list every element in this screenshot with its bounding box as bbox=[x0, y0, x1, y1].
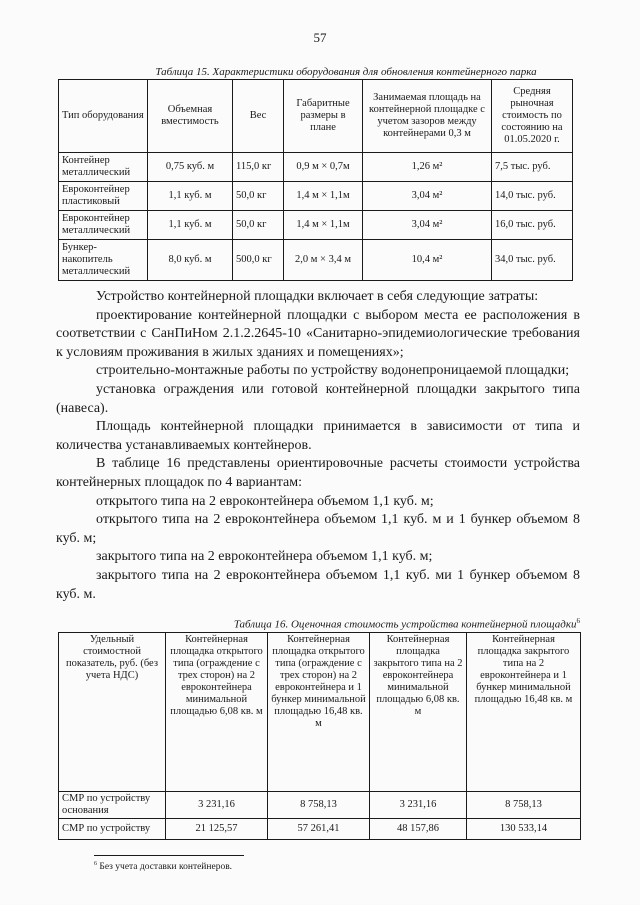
paragraph: открытого типа на 2 евроконтейнера объемом 1,1 куб. м; bbox=[96, 493, 434, 509]
table-cell: 115,0 кг bbox=[233, 153, 284, 182]
table-cell: 8 758,13 bbox=[467, 792, 581, 819]
table-cell: Евроконтейнер металлический bbox=[59, 211, 148, 240]
paragraph: открытого типа на 2 евроконтейнера объемом 1,1 куб. м и 1 бункер объемом 8 куб. м; bbox=[56, 512, 580, 546]
table-row bbox=[59, 240, 573, 281]
footnote-text: Без учета доставки контейнеров. bbox=[99, 862, 233, 873]
table-cell: 7,5 тыс. руб. bbox=[492, 153, 573, 182]
table-cell: Бункер-накопитель металлический bbox=[59, 240, 148, 281]
table-cell: Контейнер металлический bbox=[59, 153, 148, 182]
table-cell: 50,0 кг bbox=[233, 211, 284, 240]
paragraph: проектирование контейнерной площадки с выбором места ее расположения в соответствии с СанПиНом 2.1.2.2645-10 «Санитарно-эпидемиологические требования к условиям проживания в жилых зданиях и помещениях»; bbox=[56, 307, 580, 360]
paragraph: Площадь контейнерной площадки принимается в зависимости от типа и количества устанавливаемых контейнеров. bbox=[56, 419, 580, 453]
table-cell: 48 157,86 bbox=[370, 819, 467, 840]
table-cell: 1,4 м × 1,1м bbox=[284, 211, 363, 240]
container-site-cost-table bbox=[58, 632, 581, 840]
table-cell: 50,0 кг bbox=[233, 182, 284, 211]
equipment-characteristics-table bbox=[58, 79, 573, 281]
paragraph: Устройство контейнерной площадки включает в себя следующие затраты: bbox=[96, 289, 539, 304]
table-cell: 0,9 м × 0,7м bbox=[284, 153, 363, 182]
column-header: Контейнерная площадка закрытого типа на 2 евроконтейнера минимальной площадью 6,08 кв. м bbox=[370, 633, 467, 792]
table-cell: СМР по устройству bbox=[59, 819, 166, 840]
column-header: Средняя рыночная стоимость по состоянию на 01.05.2020 г. bbox=[492, 80, 573, 153]
table-cell: 3,04 м² bbox=[363, 211, 492, 240]
table-cell: 21 125,57 bbox=[166, 819, 268, 840]
paragraph: закрытого типа на 2 евроконтейнера объемом 1,1 куб. м; bbox=[96, 549, 433, 565]
table-cell: 10,4 м² bbox=[363, 240, 492, 281]
table-cell: СМР по устройству основания bbox=[59, 792, 166, 819]
table-cell: 3,04 м² bbox=[363, 182, 492, 211]
table-cell: Евроконтейнер пластиковый bbox=[59, 182, 148, 211]
footnote-mark: 6 bbox=[94, 861, 97, 867]
table-cell: 3 231,16 bbox=[370, 792, 467, 819]
column-header: Контейнерная площадка открытого типа (ограждение с трех сторон) на 2 евроконтейнера и 1 бункер минимальной площадью 16,48 кв. м bbox=[268, 633, 370, 792]
table-cell: 16,0 тыс. руб. bbox=[492, 211, 573, 240]
table-header-row bbox=[59, 633, 581, 792]
page-number: 57 bbox=[313, 30, 327, 45]
table-cell: 34,0 тыс. руб. bbox=[492, 240, 573, 281]
column-header: Занимаемая площадь на контейнерной площадке с учетом зазоров между контейнерами 0,3 м bbox=[363, 80, 492, 153]
table-cell: 0,75 куб. м bbox=[148, 153, 233, 182]
table-cell: 2,0 м × 3,4 м bbox=[284, 240, 363, 281]
paragraph: В таблице 16 представлены ориентировочные расчеты стоимости устройства контейнерных площадок по 4 вариантам: bbox=[56, 456, 580, 490]
footnote-reference: 6 bbox=[576, 617, 580, 625]
table-row bbox=[59, 792, 581, 819]
column-header: Контейнерная площадка закрытого типа на 2 евроконтейнера и 1 бункер минимальной площадью 16,48 кв. м bbox=[467, 633, 581, 792]
paragraph: строительно-монтажные работы по устройству водонепроницаемой площадки; bbox=[96, 363, 570, 379]
table-row bbox=[59, 153, 573, 182]
column-header: Габаритные размеры в плане bbox=[284, 80, 363, 153]
paragraph: закрытого типа на 2 евроконтейнера объемом 1,1 куб. ми 1 бункер объемом 8 куб. м. bbox=[56, 567, 580, 602]
table-cell: 8,0 куб. м bbox=[148, 240, 233, 281]
table-row bbox=[59, 211, 573, 240]
table-cell: 500,0 кг bbox=[233, 240, 284, 281]
table-cell: 3 231,16 bbox=[166, 792, 268, 819]
column-header: Тип оборудования bbox=[59, 80, 148, 153]
table-15-caption: Таблица 15. Характеристики оборудования для обновления контейнерного парка bbox=[155, 66, 537, 78]
footnote bbox=[94, 861, 232, 872]
table-row bbox=[59, 819, 581, 840]
table-cell: 1,4 м × 1,1м bbox=[284, 182, 363, 211]
table-16-caption-text: Таблица 16. Оценочная стоимость устройства контейнерной площадки bbox=[233, 618, 577, 631]
footnote-divider bbox=[94, 855, 244, 856]
column-header: Удельный стоимостной показатель, руб. (без учета НДС) bbox=[59, 633, 166, 792]
table-cell: 1,1 куб. м bbox=[148, 211, 233, 240]
table-cell: 1,26 м² bbox=[363, 153, 492, 182]
column-header: Объемная вместимость bbox=[148, 80, 233, 153]
table-cell: 130 533,14 bbox=[467, 819, 581, 840]
table-cell: 8 758,13 bbox=[268, 792, 370, 819]
table-cell: 1,1 куб. м bbox=[148, 182, 233, 211]
paragraph: установка ограждения или готовой контейнерной площадки закрытого типа (навеса). bbox=[56, 381, 580, 416]
column-header: Вес bbox=[233, 80, 284, 153]
body-text bbox=[56, 288, 580, 604]
table-16-caption bbox=[170, 617, 580, 631]
table-cell: 14,0 тыс. руб. bbox=[492, 182, 573, 211]
table-cell: 57 261,41 bbox=[268, 819, 370, 840]
column-header: Контейнерная площадка открытого типа (ограждение с трех сторон) на 2 евроконтейнера минимальной площадью 6,08 кв. м bbox=[166, 633, 268, 792]
table-header-row bbox=[59, 80, 573, 153]
table-row bbox=[59, 182, 573, 211]
